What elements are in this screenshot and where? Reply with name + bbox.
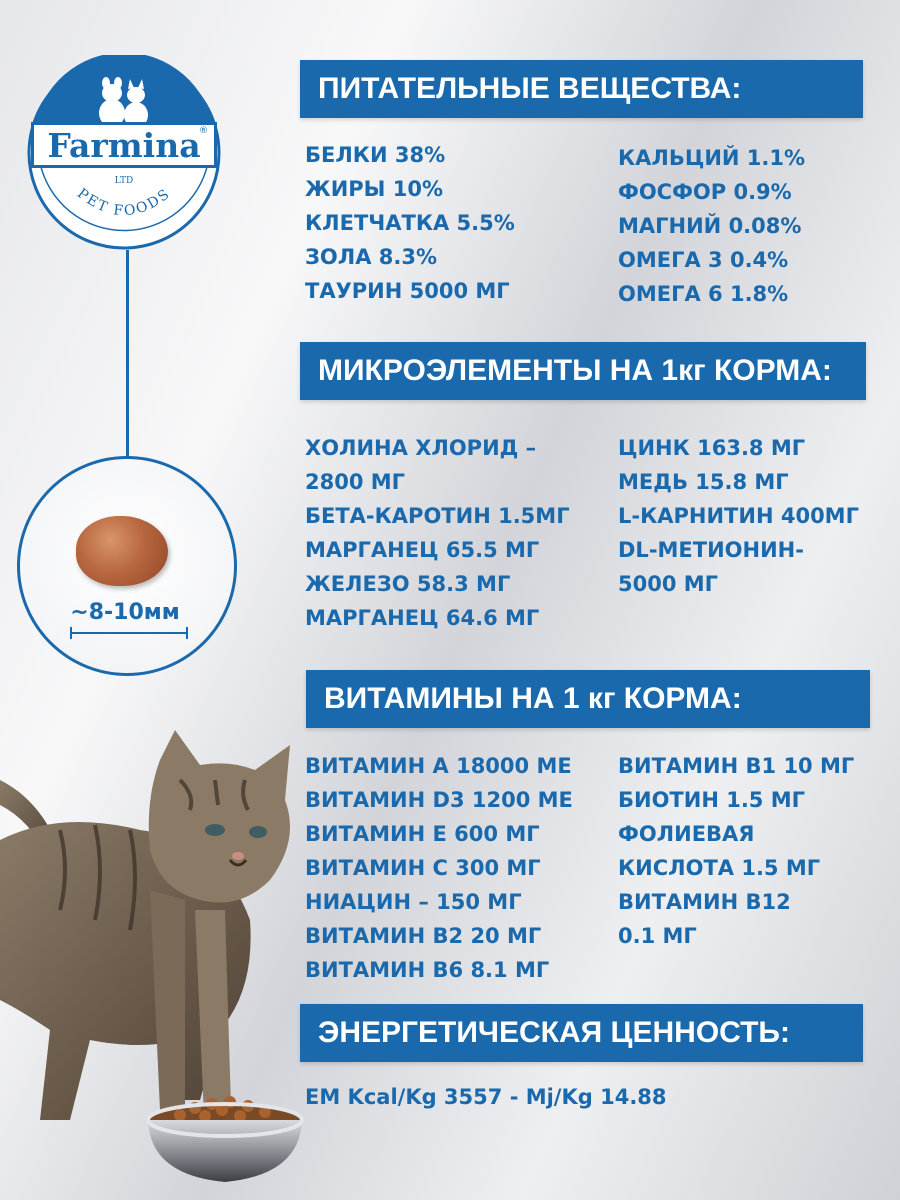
list-item: БЕЛКИ 38% xyxy=(305,143,446,167)
logo-subtitle: PET FOODS xyxy=(74,185,174,220)
list-item: МАРГАНЕЦ 64.6 МГ xyxy=(305,606,540,630)
list-item: НИАЦИН – 150 МГ xyxy=(305,890,522,914)
list-item: 5000 МГ xyxy=(618,572,719,596)
nutrients-right-list xyxy=(618,141,805,311)
energy-value: EM Kcal/Kg 3557 - Mj/Kg 14.88 xyxy=(305,1085,667,1109)
list-item: ЖЕЛЕЗО 58.3 МГ xyxy=(305,572,511,596)
list-item: БЕТА-КАРОТИН 1.5МГ xyxy=(305,504,570,528)
list-item: ЖИРЫ 10% xyxy=(305,177,444,201)
list-item: КАЛЬЦИЙ 1.1% xyxy=(618,146,806,170)
list-item: ТАУРИН 5000 МГ xyxy=(305,279,510,303)
list-item: ВИТАМИН B1 10 МГ xyxy=(618,754,855,778)
logo-wordmark: Farmina xyxy=(31,122,217,168)
list-item: МАГНИЙ 0.08% xyxy=(618,214,802,238)
list-item: МАРГАНЕЦ 65.5 МГ xyxy=(305,538,540,562)
connector-line xyxy=(126,250,129,458)
logo-registered-mark: ® xyxy=(199,126,208,136)
vitamins-banner: ВИТАМИНЫ НА 1 кг КОРМА: xyxy=(306,670,870,728)
list-item: ВИТАМИН A 18000 МЕ xyxy=(305,754,572,778)
list-item: ВИТАМИН D3 1200 МЕ xyxy=(305,788,573,812)
list-item: ВИТАМИН B2 20 МГ xyxy=(305,924,542,948)
list-item: ЗОЛА 8.3% xyxy=(305,245,438,269)
list-item: ВИТАМИН C 300 МГ xyxy=(305,856,541,880)
list-item: 2800 МГ xyxy=(305,470,406,494)
microelements-banner: МИКРОЭЛЕМЕНТЫ НА 1кг КОРМА: xyxy=(300,342,866,400)
list-item: 0.1 МГ xyxy=(618,924,697,948)
list-item: ХОЛИНА ХЛОРИД – xyxy=(305,436,537,460)
list-item: БИОТИН 1.5 МГ xyxy=(618,788,806,812)
list-item: ОМЕГА 3 0.4% xyxy=(618,248,789,272)
list-item: ФОСФОР 0.9% xyxy=(618,180,792,204)
microelements-right-list xyxy=(618,431,859,601)
list-item: ВИТАМИН B6 8.1 МГ xyxy=(305,958,550,982)
energy-banner: ЭНЕРГЕТИЧЕСКАЯ ЦЕННОСТЬ: xyxy=(300,1004,863,1062)
nutrients-banner: ПИТАТЕЛЬНЫЕ ВЕЩЕСТВА: xyxy=(300,60,863,118)
kibble-size-marker xyxy=(70,632,188,634)
logo-ltd: LTD xyxy=(114,176,134,186)
microelements-left-list xyxy=(305,431,570,635)
list-item: КИСЛОТА 1.5 МГ xyxy=(618,856,821,880)
list-item: ФОЛИЕВАЯ xyxy=(618,822,755,846)
list-item: МЕДЬ 15.8 МГ xyxy=(618,470,789,494)
list-item: ОМЕГА 6 1.8% xyxy=(618,282,789,306)
list-item: КЛЕТЧАТКА 5.5% xyxy=(305,211,515,235)
cat-illustration xyxy=(0,720,320,1200)
vitamins-left-list xyxy=(305,749,573,987)
list-item: L-КАРНИТИН 400МГ xyxy=(618,504,859,528)
list-item: ВИТАМИН B12 xyxy=(618,890,791,914)
nutrients-left-list xyxy=(305,138,515,308)
list-item: DL-МЕТИОНИН- xyxy=(618,538,804,562)
kibble-size-label: ~8-10мм xyxy=(70,600,180,625)
vitamins-right-list xyxy=(618,749,854,953)
kibble-image xyxy=(76,516,168,586)
list-item: ЦИНК 163.8 МГ xyxy=(618,436,806,460)
list-item: ВИТАМИН E 600 МГ xyxy=(305,822,540,846)
